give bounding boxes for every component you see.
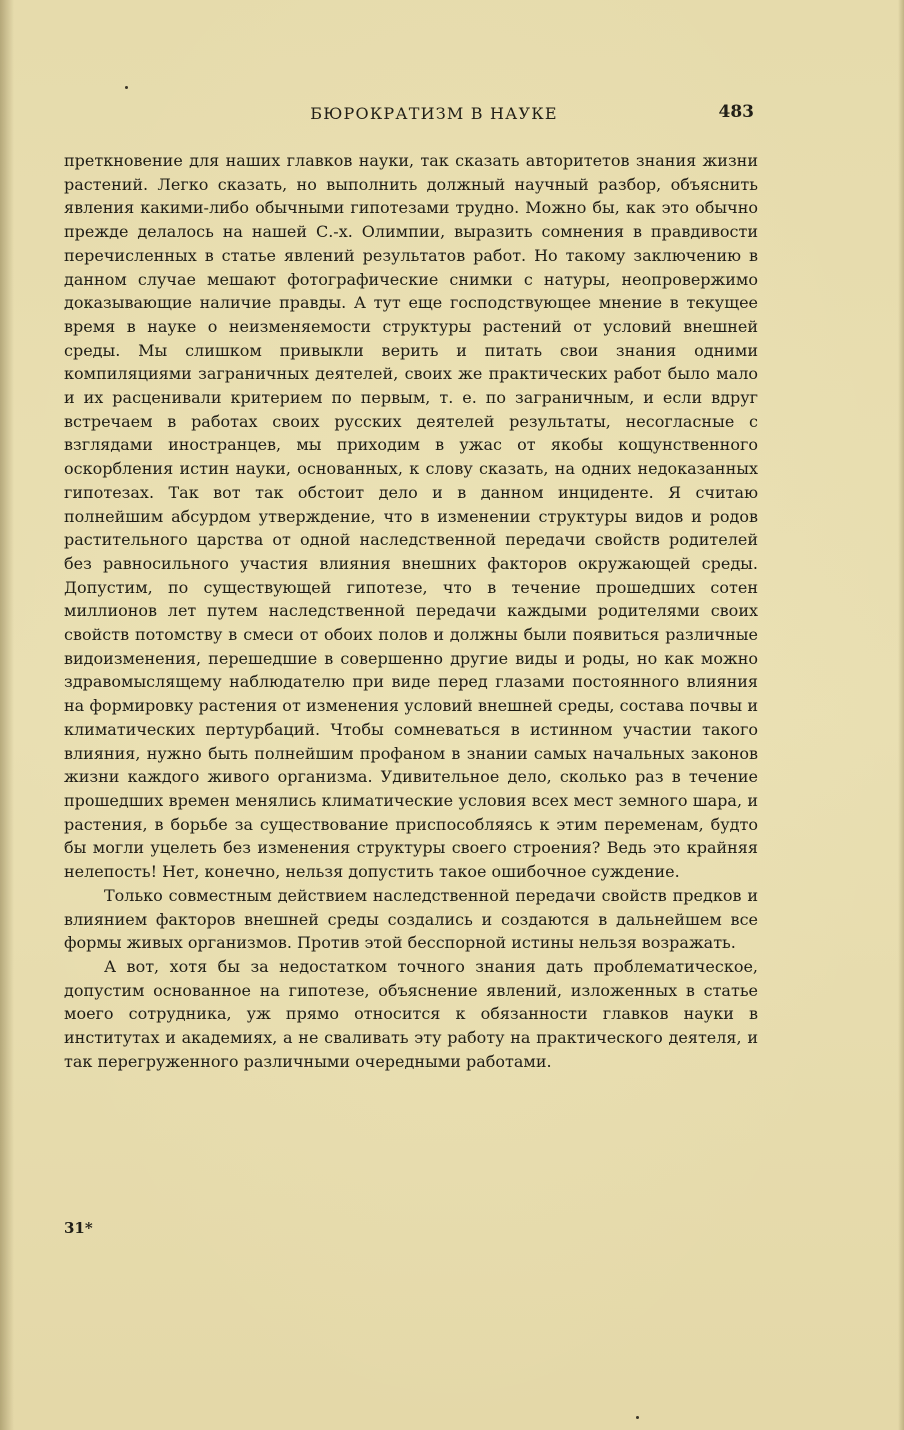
- paragraph: Только совместным действием наследственной передачи свойств предков и влиянием факторов внешней среды создались и создаются в дальнейшем все формы живых организмов. Против этой бесспорной истины нельзя возражать.: [64, 885, 758, 953]
- printer-signature-mark: 31*: [64, 1219, 93, 1237]
- page-number: 483: [718, 102, 754, 122]
- running-title: БЮРОКРАТИЗМ В НАУКЕ: [310, 104, 558, 123]
- paragraph: А вот, хотя бы за недостатком точного знания дать проблематическое, допустим основанное на гипотезе, объяснение явлений, изложенных в статье моего сотрудника, уж прямо относится к обязанности главков науки в институтах и академиях, а не сваливать эту работу на практического деятеля, и так перегруженного различными очередными работами.: [64, 956, 758, 1071]
- print-speck: [636, 1416, 639, 1419]
- paragraph-continued: преткновение для наших главков науки, так сказать авторитетов знания жизни растений. Легко сказать, но выполнить должный научный разбор, объяснить явления какими-либо обычными гипотезами трудно. Можно бы, как это обычно прежде делалось на нашей С.-х. Олимпии, выразить сомнения в правдивости перечисленных в статье явлений результатов работ. Но такому заключению в данном случае мешают фотографические снимки с натуры, неопровержимо доказывающие наличие правды. А тут еще господствующее мнение в текущее время в науке о неизменяемости структуры растений от условий внешней среды. Мы слишком привыкли верить и питать свои знания одними компиляциями заграничных деятелей, своих же практических работ было мало и их расценивали критерием по первым, т. е. по заграничным, и если вдруг встречаем в работах своих русских деятелей результаты, несогласные с взглядами иностранцев, мы приходим в ужас от якобы кощунственного оскорбления истин науки, основанных, к слову сказать, на одних недоказанных гипотезах. Так вот так обстоит дело и в данном инциденте. Я считаю полнейшим абсурдом утверждение, что в изменении структуры видов и родов растительного царства от одной наследственной передачи свойств родителей без равносильного участия влияния внешних факторов окружающей среды. Допустим, по существующей гипотезе, что в течение прошедших сотен миллионов лет путем наследственной передачи каждыми родителями своих свойств потомству в смеси от обоих полов и должны были появиться различные видоизменения, перешедшие в совершенно другие виды и роды, но как можно здравомыслящему наблюдателю при виде перед глазами постоянного влияния на формировку растения от изменения условий внешней среды, состава почвы и климатических пертурбаций. Чтобы сомневаться в истинном участии такого влияния, нужно быть полнейшим профаном в знании самых начальных законов жизни каждого живого организма. Удивительное дело, сколько раз в течение прошедших времен менялись климатические условия всех мест земного шара, и растения, в борьбе за существование приспособляясь к этим переменам, будто бы могли уцелеть без изменения структуры своего строения? Ведь это крайняя нелепость! Нет, конечно, нельзя допустить такое ошибочное суждение.: [64, 151, 758, 882]
- page-header: [60, 104, 758, 128]
- body-text: [64, 149, 758, 1073]
- print-speck: [125, 86, 128, 89]
